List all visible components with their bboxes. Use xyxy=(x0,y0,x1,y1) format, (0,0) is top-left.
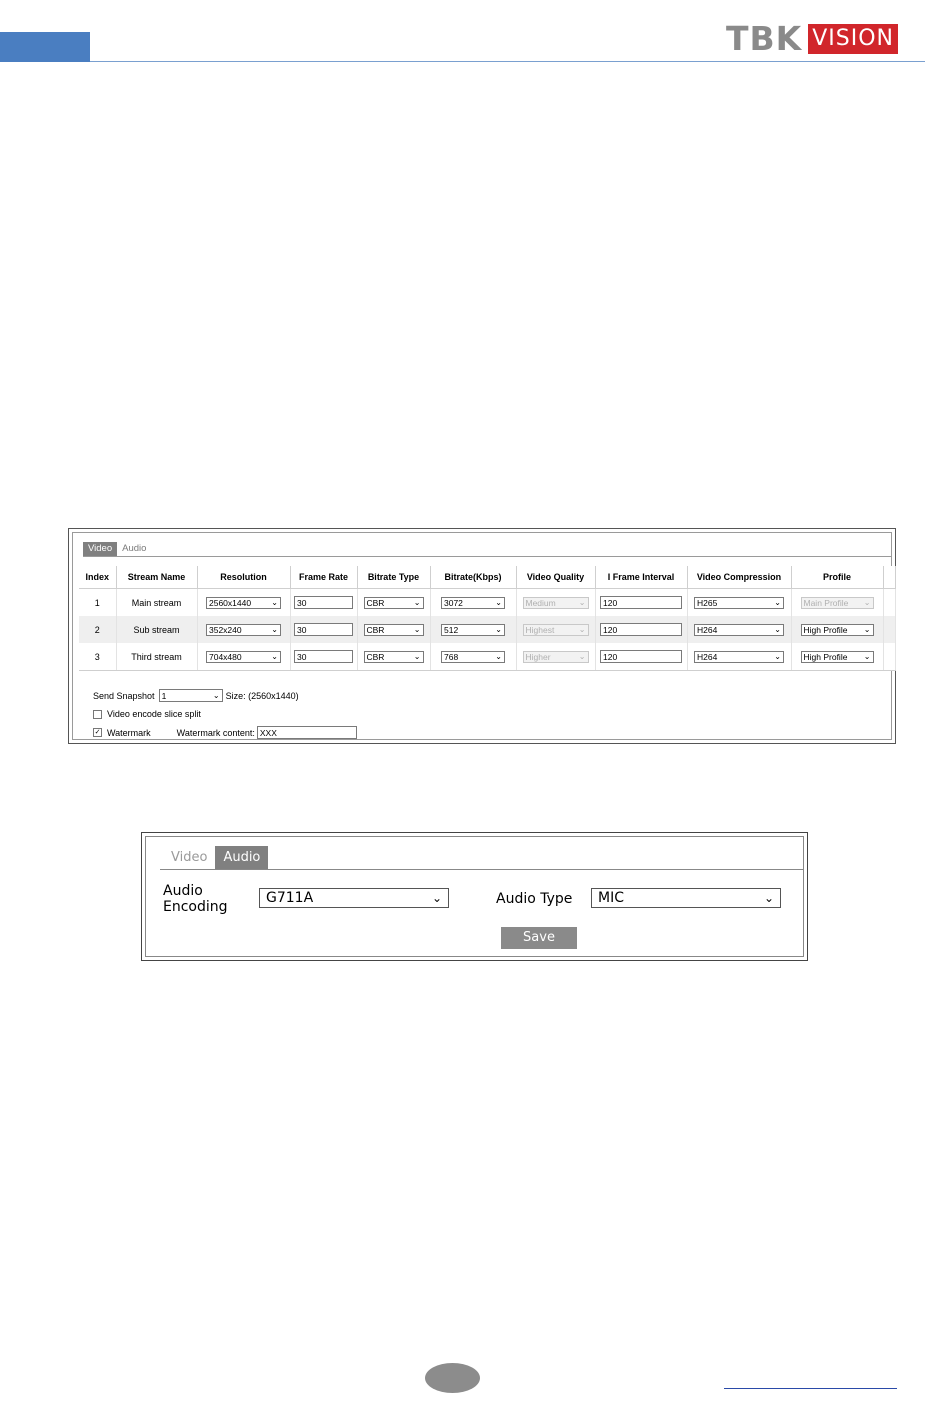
slice-split-label: Video encode slice split xyxy=(107,709,201,719)
cell-index: 3 xyxy=(79,643,116,671)
video-panel-tabs xyxy=(83,542,151,556)
send-snapshot-value: 1 xyxy=(161,690,167,701)
video-compression-select[interactable] xyxy=(694,624,784,636)
profile-value: Main Profile xyxy=(803,597,849,608)
chevron-down-icon: ⌄ xyxy=(212,691,220,700)
i-frame-interval-input[interactable]: 120 xyxy=(600,650,682,663)
chevron-down-icon: ⌄ xyxy=(763,891,774,905)
table-row xyxy=(79,616,895,643)
chevron-down-icon: ⌄ xyxy=(774,652,781,661)
snapshot-size-text: Size: (2560x1440) xyxy=(225,690,299,701)
chevron-down-icon: ⌄ xyxy=(578,598,586,607)
stream-settings-table xyxy=(79,566,896,671)
send-snapshot-row xyxy=(93,689,299,702)
watermark-checkbox[interactable]: ✓ xyxy=(94,729,101,736)
profile-select xyxy=(801,597,874,609)
header-rule xyxy=(90,61,925,62)
resolution-value: 2560x1440 xyxy=(209,597,252,608)
save-button[interactable]: Save xyxy=(501,927,577,949)
audio-encoding-label xyxy=(163,883,228,915)
audio-encoding-label-line2: Encoding xyxy=(163,899,228,915)
video-compression-select[interactable] xyxy=(694,651,784,663)
slice-split-checkbox[interactable] xyxy=(93,710,102,719)
bitrate-value: 768 xyxy=(444,651,459,662)
bitrate-type-select[interactable] xyxy=(364,624,424,636)
video-compression-value: H264 xyxy=(697,651,718,662)
profile-select[interactable] xyxy=(801,651,874,663)
chevron-down-icon: ⌄ xyxy=(495,652,502,661)
table-row xyxy=(79,643,895,671)
col-header-spacer xyxy=(883,566,895,589)
spacer-cell xyxy=(883,589,895,617)
logo-vision-text: VISION xyxy=(808,24,898,54)
col-header-video-compression: Video Compression xyxy=(687,566,791,589)
watermark-row xyxy=(93,726,357,739)
tab-audio[interactable]: Audio xyxy=(122,543,147,554)
bitrate-combo[interactable] xyxy=(441,651,505,663)
col-header-index: Index xyxy=(79,566,116,589)
send-snapshot-select[interactable] xyxy=(159,689,223,702)
audio-type-select[interactable] xyxy=(591,888,781,908)
cell-index: 1 xyxy=(79,589,116,617)
i-frame-interval-input[interactable]: 120 xyxy=(600,623,682,636)
chevron-down-icon: ⌄ xyxy=(578,652,586,661)
bitrate-type-value: CBR xyxy=(366,651,385,662)
header-accent-bar xyxy=(0,32,90,62)
cell-stream-name: Third stream xyxy=(116,643,197,671)
profile-select[interactable] xyxy=(801,624,874,636)
video-quality-value: Medium xyxy=(525,597,556,608)
audio-panel-tabs xyxy=(163,846,268,869)
chevron-down-icon: ⌄ xyxy=(863,598,871,607)
video-compression-value: H264 xyxy=(697,624,718,635)
col-header-profile: Profile xyxy=(791,566,883,589)
spacer-cell xyxy=(883,616,895,643)
watermark-content-label: Watermark content: xyxy=(176,727,255,738)
chevron-down-icon: ⌄ xyxy=(413,598,421,607)
col-header-stream-name: Stream Name xyxy=(116,566,197,589)
bitrate-combo[interactable] xyxy=(441,597,505,609)
chevron-down-icon: ⌄ xyxy=(495,625,502,634)
chevron-down-icon: ⌄ xyxy=(495,598,502,607)
audio-encoding-select[interactable] xyxy=(259,888,449,908)
slice-split-row xyxy=(93,709,201,719)
video-compression-value: H265 xyxy=(697,597,718,608)
bitrate-value: 512 xyxy=(444,624,459,635)
col-header-resolution: Resolution xyxy=(197,566,290,589)
chevron-down-icon: ⌄ xyxy=(578,625,586,634)
bitrate-type-value: CBR xyxy=(366,624,385,635)
chevron-down-icon: ⌄ xyxy=(413,652,421,661)
i-frame-interval-input[interactable]: 120 xyxy=(600,596,682,609)
bitrate-combo[interactable] xyxy=(441,624,505,636)
chevron-down-icon: ⌄ xyxy=(271,625,278,634)
chevron-down-icon: ⌄ xyxy=(774,598,781,607)
spacer-cell xyxy=(883,643,895,671)
footer-link-underline[interactable] xyxy=(724,1388,897,1389)
resolution-select[interactable] xyxy=(206,624,281,636)
col-header-i-frame-interval: I Frame Interval xyxy=(595,566,687,589)
tab-underline xyxy=(160,869,804,870)
chevron-down-icon: ⌄ xyxy=(863,625,871,634)
send-snapshot-label: Send Snapshot xyxy=(93,690,155,701)
resolution-value: 704x480 xyxy=(209,651,242,662)
resolution-select[interactable] xyxy=(206,651,281,663)
chevron-down-icon: ⌄ xyxy=(413,625,421,634)
video-compression-select[interactable] xyxy=(694,597,784,609)
chevron-down-icon: ⌄ xyxy=(271,652,278,661)
video-settings-panel xyxy=(68,528,896,744)
bitrate-type-select[interactable] xyxy=(364,651,424,663)
chevron-down-icon: ⌄ xyxy=(863,652,871,661)
bitrate-type-value: CBR xyxy=(366,597,385,608)
frame-rate-input[interactable]: 30 xyxy=(294,596,353,609)
frame-rate-input[interactable]: 30 xyxy=(294,623,353,636)
page-number-badge xyxy=(425,1363,480,1393)
resolution-select[interactable] xyxy=(206,597,281,609)
chevron-down-icon: ⌄ xyxy=(431,891,442,905)
video-quality-select xyxy=(523,597,589,609)
table-header-row xyxy=(79,566,895,589)
tab-video[interactable]: Video xyxy=(83,542,117,556)
logo-tbk-text: TBK xyxy=(726,19,803,58)
chevron-down-icon: ⌄ xyxy=(271,598,278,607)
table-row xyxy=(79,589,895,617)
cell-stream-name: Main stream xyxy=(116,589,197,617)
audio-type-value: MIC xyxy=(598,890,624,906)
video-quality-select xyxy=(523,624,589,636)
audio-settings-panel xyxy=(141,832,808,961)
audio-encoding-label-line1: Audio xyxy=(163,883,203,899)
tbk-vision-logo xyxy=(726,19,898,58)
profile-value: High Profile xyxy=(803,624,848,635)
profile-value: High Profile xyxy=(803,651,848,662)
tab-underline xyxy=(83,556,892,557)
col-header-bitrate-type: Bitrate Type xyxy=(357,566,430,589)
tab-video[interactable]: Video xyxy=(163,846,215,869)
video-quality-value: Highest xyxy=(525,624,555,635)
col-header-frame-rate: Frame Rate xyxy=(290,566,357,589)
watermark-content-input[interactable]: XXX xyxy=(257,726,357,739)
video-quality-select xyxy=(523,651,589,663)
col-header-bitrate: Bitrate(Kbps) xyxy=(430,566,516,589)
chevron-down-icon: ⌄ xyxy=(774,625,781,634)
cell-index: 2 xyxy=(79,616,116,643)
audio-encoding-value: G711A xyxy=(266,890,314,906)
tab-audio[interactable]: Audio xyxy=(215,846,268,869)
cell-stream-name: Sub stream xyxy=(116,616,197,643)
audio-type-label: Audio Type xyxy=(496,891,573,907)
bitrate-value: 3072 xyxy=(444,597,463,608)
resolution-value: 352x240 xyxy=(209,624,242,635)
watermark-label: Watermark xyxy=(107,727,151,738)
bitrate-type-select[interactable] xyxy=(364,597,424,609)
frame-rate-input[interactable]: 30 xyxy=(294,650,353,663)
col-header-video-quality: Video Quality xyxy=(516,566,595,589)
video-quality-value: Higher xyxy=(525,651,551,662)
